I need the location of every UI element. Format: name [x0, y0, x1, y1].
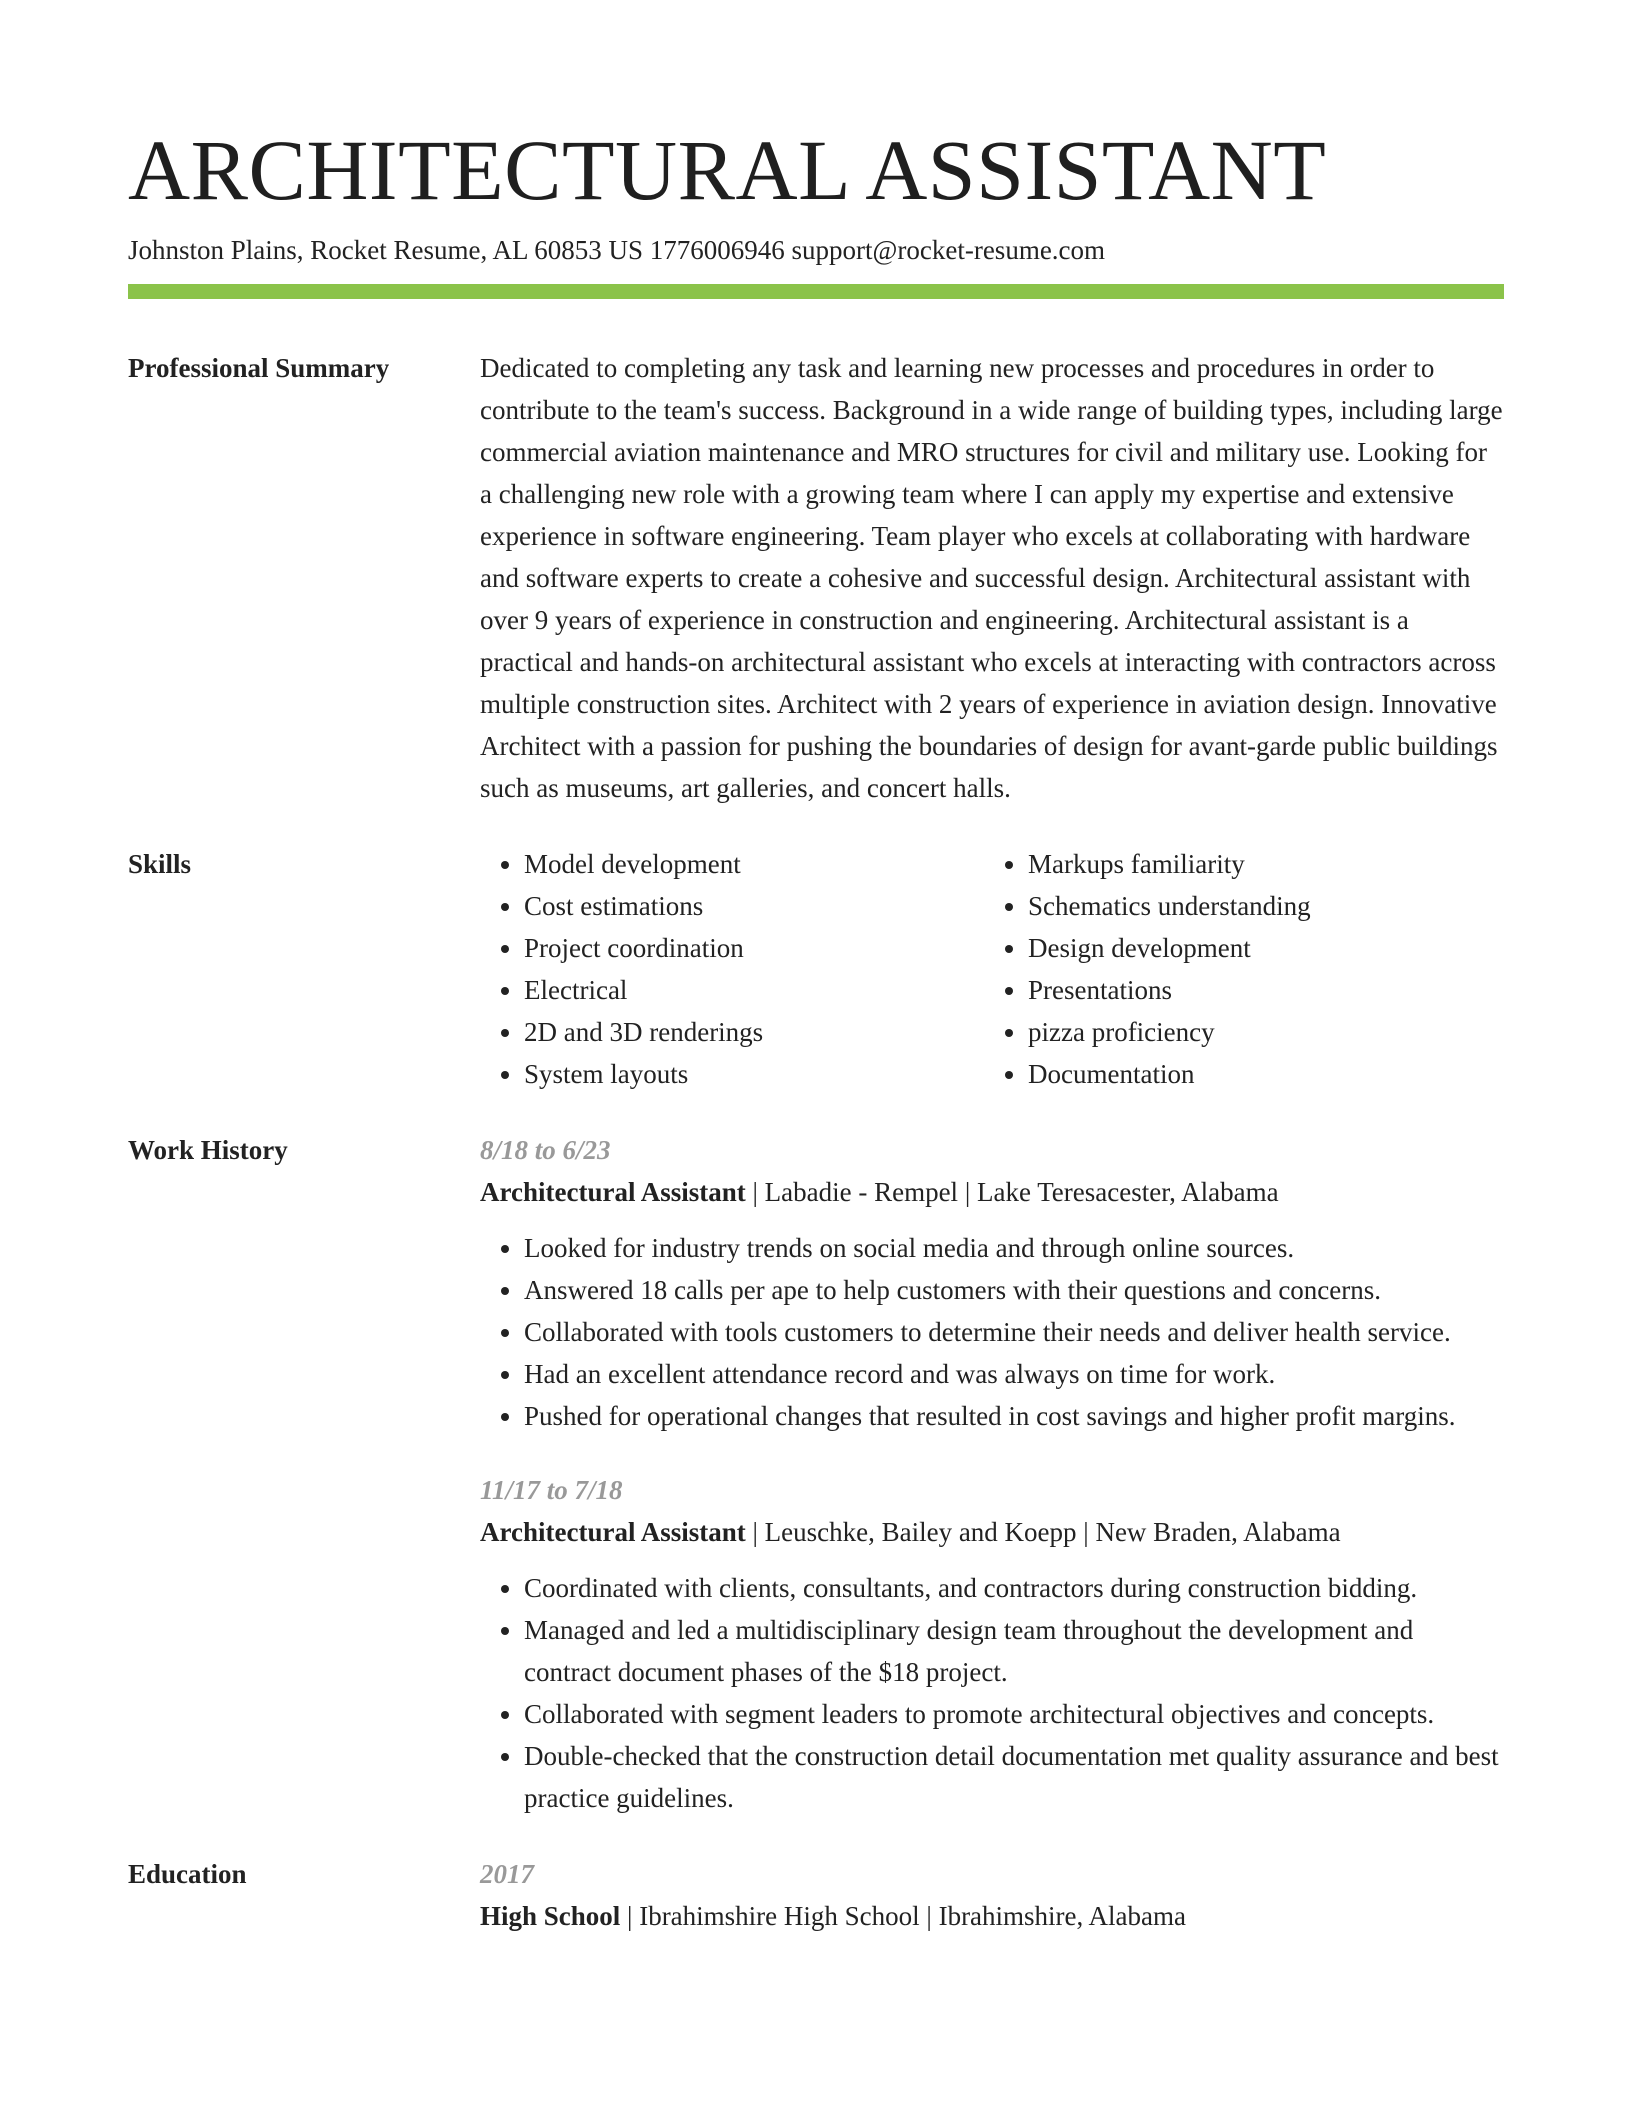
education-location: Ibrahimshire, Alabama: [938, 1901, 1186, 1931]
job-bullet: • Managed and led a multidisciplinary design team throughout the development and contract document phases of the $18 project.: [524, 1609, 1504, 1693]
job-bullet: • Answered 18 calls per ape to help customers with their questions and concerns.: [524, 1269, 1504, 1311]
skill-item: • pizza proficiency: [1028, 1011, 1311, 1053]
separator: |: [752, 1517, 758, 1547]
job-heading: [480, 1171, 1504, 1213]
job-entry: [480, 1129, 1504, 1437]
separator: |: [926, 1901, 932, 1931]
education-school: Ibrahimshire High School: [639, 1901, 920, 1931]
job-title: Architectural Assistant: [480, 1177, 746, 1207]
section-label-skills: Skills: [128, 849, 192, 879]
section-skills: [128, 843, 1504, 1095]
skill-item: • System layouts: [524, 1053, 984, 1095]
skill-item: • Schematics understanding: [1028, 885, 1311, 927]
job-bullets: [480, 1567, 1504, 1819]
separator: |: [627, 1901, 633, 1931]
job-employer: Leuschke, Bailey and Koepp: [764, 1517, 1077, 1547]
section-education: [128, 1853, 1504, 1937]
job-bullets: [480, 1227, 1504, 1437]
separator: |: [964, 1177, 971, 1207]
summary-text: Dedicated to completing any task and learning new processes and procedures in order to contribute to the team's success. Background in a wide range of building types, including large commercial aviation maintenance and MRO structures for civil and military use. Looking for a challenging new role with a growing team where I can apply my expertise and extensive experience in software engineering. Team player who excels at collaborating with hardware and software experts to create a cohesive and successful design. Architectural assistant with over 9 years of experience in construction and engineering. Architectural assistant is a practical and hands-on architectural assistant who excels at interacting with contractors across multiple construction sites. Architect with 2 years of experience in aviation design. Innovative Architect with a passion for pushing the boundaries of design for avant-garde public buildings such as museums, art galleries, and concert halls.: [480, 353, 1503, 803]
contact-email: support@rocket-resume.com: [791, 235, 1106, 265]
skill-item: • Documentation: [1028, 1053, 1311, 1095]
education-year: 2017: [480, 1859, 534, 1889]
job-dates: 11/17 to 7/18: [480, 1475, 623, 1505]
job-bullet: • Double-checked that the construction detail documentation met quality assurance and best practice guidelines.: [524, 1735, 1504, 1819]
education-heading: [480, 1895, 1504, 1937]
skills-list-left: [480, 843, 984, 1095]
contact-line: [128, 232, 1504, 268]
job-bullet: • Looked for industry trends on social media and through online sources.: [524, 1227, 1504, 1269]
job-bullet: • Collaborated with tools customers to determine their needs and deliver health service.: [524, 1311, 1504, 1353]
skill-item: • Design development: [1028, 927, 1311, 969]
contact-phone: 1776006946: [649, 235, 785, 265]
job-bullet: • Coordinated with clients, consultants, and contractors during construction bidding.: [524, 1567, 1504, 1609]
job-employer: Labadie - Rempel: [764, 1177, 959, 1207]
skill-item: • Project coordination: [524, 927, 984, 969]
job-location: New Braden, Alabama: [1095, 1517, 1341, 1547]
skill-item: • Cost estimations: [524, 885, 984, 927]
resume-page: [128, 120, 1504, 1937]
skill-item: • Electrical: [524, 969, 984, 1011]
job-bullet: • Pushed for operational changes that resulted in cost savings and higher profit margins.: [524, 1395, 1504, 1437]
section-label-work: Work History: [128, 1135, 288, 1165]
skill-item: • 2D and 3D renderings: [524, 1011, 984, 1053]
section-label-summary: Professional Summary: [128, 353, 390, 383]
job-entry: [480, 1469, 1504, 1819]
separator: |: [752, 1177, 758, 1207]
skill-item: • Model development: [524, 843, 984, 885]
accent-divider: [128, 284, 1504, 299]
job-heading: [480, 1511, 1504, 1553]
job-bullet: • Had an excellent attendance record and was always on time for work.: [524, 1353, 1504, 1395]
section-label-education: Education: [128, 1859, 247, 1889]
education-degree: High School: [480, 1901, 621, 1931]
job-location: Lake Teresacester, Alabama: [976, 1177, 1279, 1207]
skill-item: • Presentations: [1028, 969, 1311, 1011]
skill-item: • Markups familiarity: [1028, 843, 1311, 885]
resume-name: ARCHITECTURAL ASSISTANT: [128, 122, 1327, 218]
section-work-history: [128, 1129, 1504, 1819]
separator: |: [1083, 1517, 1089, 1547]
section-summary: [128, 347, 1504, 809]
skills-list-right: [984, 843, 1311, 1095]
job-title: Architectural Assistant: [480, 1517, 746, 1547]
job-bullet: • Collaborated with segment leaders to promote architectural objectives and concepts.: [524, 1693, 1504, 1735]
job-dates: 8/18 to 6/23: [480, 1135, 611, 1165]
contact-address: Johnston Plains, Rocket Resume, AL 60853 US: [128, 235, 644, 265]
